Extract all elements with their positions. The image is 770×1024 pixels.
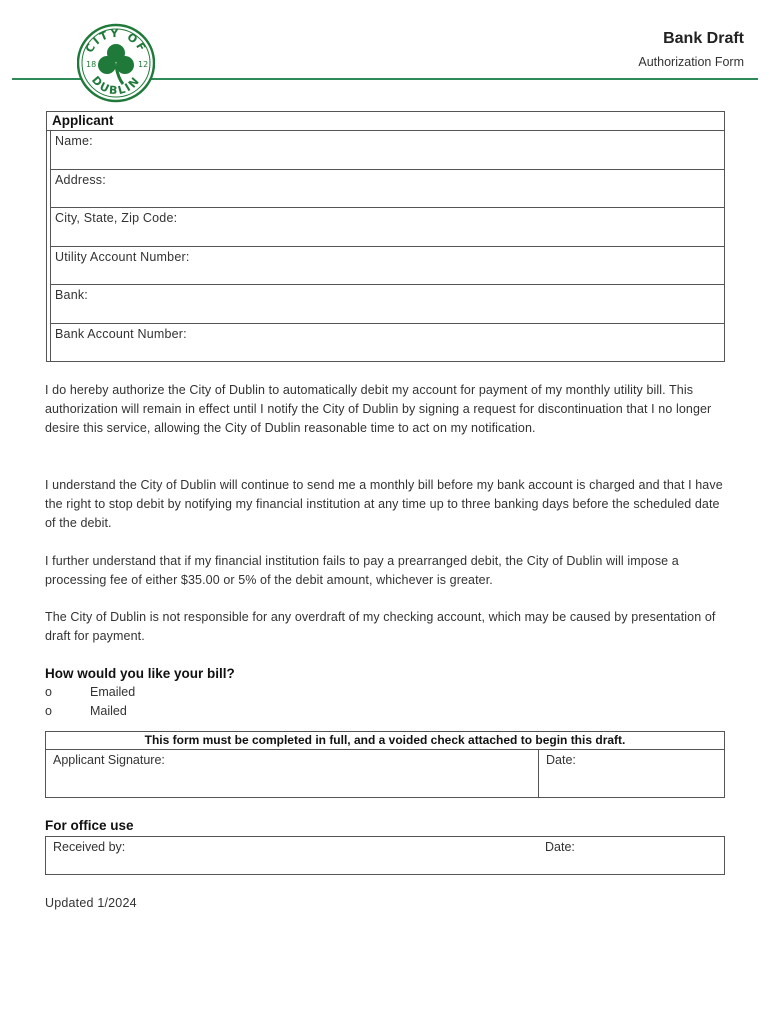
logo-year-left: 18 <box>86 60 97 69</box>
checkbox-circle-icon[interactable]: o <box>45 685 52 699</box>
address-label: Address: <box>55 172 106 187</box>
applicant-header <box>47 112 724 131</box>
utility-account-number-label: Utility Account Number: <box>55 249 190 264</box>
name-field[interactable] <box>51 131 724 170</box>
city-state-zip-field[interactable] <box>51 208 724 247</box>
completion-notice: This form must be completed in full, and a voided check attached to begin this draft. <box>46 732 724 750</box>
office-use-heading: For office use <box>45 818 134 833</box>
signature-date-field[interactable] <box>539 750 724 797</box>
processing-fee-paragraph: I further understand that if my financial institution fails to pay a prearranged debit, the City of Dublin will impose a processing fee of either $35.00 or 5% of the debit amount, whichever is greater. <box>45 554 679 587</box>
applicant-heading: Applicant <box>52 113 114 128</box>
signature-date-label: Date: <box>546 753 576 767</box>
monthly-bill-paragraph: I understand the City of Dublin will continue to send me a monthly bill before my bank account is charged and that I have the right to stop debit by notifying my financial institution at any time up to three banking days before the scheduled date of the debit. <box>45 478 723 530</box>
address-field[interactable] <box>51 170 724 209</box>
option-emailed-label: Emailed <box>90 685 136 699</box>
city-state-zip-label: City, State, Zip Code: <box>55 211 178 225</box>
logo-text-top: CITY OF <box>82 26 150 56</box>
option-mailed-label: Mailed <box>90 704 127 718</box>
utility-account-number-field[interactable] <box>51 247 724 286</box>
applicant-signature-field[interactable] <box>46 750 539 797</box>
office-use-section <box>45 836 725 875</box>
updated-date: Updated 1/2024 <box>45 896 137 910</box>
applicant-fields <box>50 131 724 361</box>
overdraft-paragraph: The City of Dublin is not responsible for any overdraft of my checking account, which may be caused by presentation of draft for payment. <box>45 610 716 643</box>
applicant-signature-label: Applicant Signature: <box>53 753 165 767</box>
form-subtitle: Authorization Form <box>638 55 744 69</box>
bill-preference-question: How would you like your bill? <box>45 666 235 681</box>
bank-label: Bank: <box>55 288 88 302</box>
form-title: Bank Draft <box>663 30 744 47</box>
name-label: Name: <box>55 134 93 148</box>
bank-field[interactable] <box>51 285 724 324</box>
office-date-label: Date: <box>545 840 575 854</box>
applicant-section <box>46 111 725 362</box>
city-of-dublin-logo <box>77 22 155 104</box>
signature-section <box>45 731 725 798</box>
checkbox-circle-icon[interactable]: o <box>45 704 52 718</box>
logo-text-bottom: DUBLIN <box>88 73 144 98</box>
logo-year-right: 12 <box>138 60 149 69</box>
received-by-label: Received by: <box>53 840 126 854</box>
bank-account-number-label: Bank Account Number: <box>55 326 187 341</box>
authorization-paragraph: I do hereby authorize the City of Dublin to automatically debit my account for payment of my monthly utility bill. This authorization will remain in effect until I notify the City of Dublin by signing a request for discontinuation that I no longer desire this service, allowing the City of Dublin reasonable time to act on my notification. <box>45 383 712 435</box>
bank-account-number-field[interactable] <box>51 324 724 363</box>
